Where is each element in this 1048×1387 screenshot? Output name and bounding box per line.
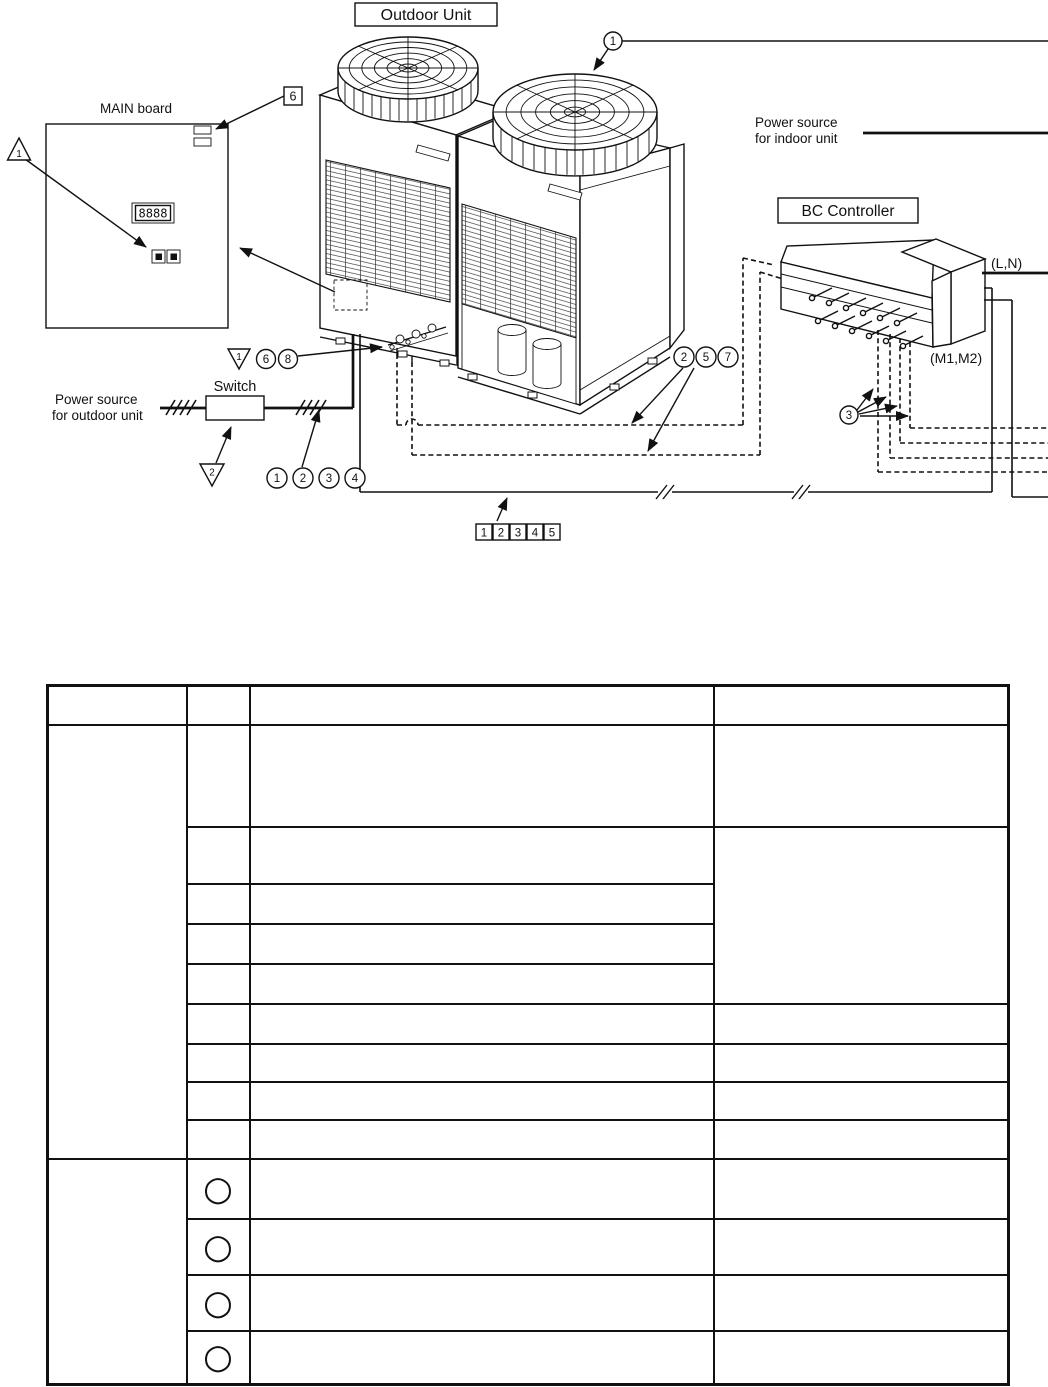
table-cell — [714, 1082, 1009, 1120]
table-header-row — [48, 686, 1009, 725]
wiring-diagram — [0, 0, 1048, 680]
table-cell — [187, 686, 250, 725]
table-cell — [714, 686, 1009, 725]
table-cell — [250, 1219, 714, 1275]
table-cell — [250, 1331, 714, 1385]
table-cell — [250, 725, 714, 827]
table-cell — [187, 884, 250, 924]
terminal-m1m2-label: (M1,M2) — [930, 350, 983, 366]
table-cell — [714, 1159, 1009, 1219]
circle-mark: ○ — [203, 1337, 233, 1378]
callout-valve-triangle: 1 — [236, 352, 242, 363]
table-row — [48, 827, 1009, 884]
table-row — [48, 1044, 1009, 1082]
callout-wire-circle-3: 3 — [325, 473, 333, 485]
table-cell — [48, 725, 187, 1159]
table-cell — [187, 1331, 250, 1385]
callout-switch-triangle: 2 — [209, 467, 215, 479]
fan-guard-right — [493, 74, 657, 176]
bc-controller-drawing — [781, 239, 985, 349]
table-cell — [250, 1082, 714, 1120]
table-cell — [187, 1044, 250, 1082]
table-cell — [187, 1004, 250, 1044]
table-cell — [250, 827, 714, 884]
table-cell — [714, 1120, 1009, 1159]
board-connector-1 — [194, 126, 211, 134]
circle-mark: ○ — [203, 1226, 233, 1267]
table-cell — [714, 1004, 1009, 1044]
table-cell — [714, 1219, 1009, 1275]
table-cell — [187, 964, 250, 1004]
callout-trans-box-2: 2 — [497, 527, 505, 540]
table-cell — [250, 1004, 714, 1044]
display-value: 8888 — [138, 206, 168, 221]
table-cell — [48, 1159, 187, 1385]
table-cell — [714, 725, 1009, 827]
table-cell — [250, 1159, 714, 1219]
table-row — [48, 1275, 1009, 1331]
spec-table — [46, 684, 1010, 1386]
table-cell — [250, 1044, 714, 1082]
table-row — [48, 1159, 1009, 1219]
seven-segment-display — [132, 203, 174, 223]
table-row — [48, 1004, 1009, 1044]
callout-wire-circle-1: 1 — [273, 473, 281, 485]
callout-valve-circle-8: 8 — [284, 354, 292, 366]
callout-trans-box-1: 1 — [480, 527, 488, 540]
board-switches — [152, 250, 180, 263]
table-cell — [714, 1275, 1009, 1331]
callout-board-box: 6 — [289, 89, 297, 104]
table-cell — [187, 725, 250, 827]
callout-trans-box-4: 4 — [531, 527, 539, 540]
circle-mark: ○ — [203, 1282, 233, 1323]
table-cell — [250, 924, 714, 964]
table-cell — [250, 686, 714, 725]
table-row — [48, 1082, 1009, 1120]
power-indoor-label-1: Power source — [755, 115, 838, 130]
table-cell — [250, 1275, 714, 1331]
table-cell — [187, 827, 250, 884]
board-connector-2 — [194, 138, 211, 146]
callout-pipe-circle-7: 7 — [724, 352, 732, 364]
table-cell — [714, 1044, 1009, 1082]
switch-label: Switch — [213, 379, 257, 395]
circle-mark: ○ — [203, 1168, 233, 1209]
switch-box — [206, 396, 264, 420]
main-board — [46, 101, 228, 328]
callout-trans-box-3: 3 — [514, 527, 522, 540]
table-cell — [714, 827, 1009, 1004]
table-cell — [187, 1219, 250, 1275]
power-outdoor-label-1: Power source — [55, 392, 138, 407]
table-cell — [187, 924, 250, 964]
table-row — [48, 725, 1009, 827]
callout-trans-box-5: 5 — [548, 527, 556, 540]
table-row — [48, 1331, 1009, 1385]
table-cell — [714, 1331, 1009, 1385]
callout-bc-circle-3: 3 — [845, 410, 853, 422]
power-indoor-label-2: for indoor unit — [755, 131, 838, 146]
bc-controller-label: BC Controller — [801, 203, 895, 220]
terminal-ln-label: (L,N) — [991, 255, 1023, 271]
table-row — [48, 1120, 1009, 1159]
power-outdoor-label-2: for outdoor unit — [52, 408, 143, 423]
callout-pipe-circle-5: 5 — [702, 352, 710, 364]
table-cell — [187, 1082, 250, 1120]
outdoor-unit-drawing — [320, 37, 684, 414]
callout-board-triangle: 1 — [16, 149, 22, 160]
main-board-label: MAIN board — [99, 101, 173, 116]
outdoor-unit-label: Outdoor Unit — [380, 7, 472, 24]
table-cell — [250, 884, 714, 924]
table-cell — [187, 1120, 250, 1159]
table-cell — [187, 1159, 250, 1219]
callout-pipe-circle-2: 2 — [680, 352, 688, 364]
callout-fan-circle: 1 — [609, 36, 617, 48]
table-cell — [250, 1120, 714, 1159]
table-cell — [187, 1275, 250, 1331]
callout-wire-circle-2: 2 — [299, 473, 307, 485]
table-cell — [250, 964, 714, 1004]
callout-wire-circle-4: 4 — [351, 473, 359, 485]
callout-valve-circle-6: 6 — [262, 354, 270, 366]
fan-guard-left — [338, 37, 478, 122]
table-cell — [48, 686, 187, 725]
table-row — [48, 1219, 1009, 1275]
